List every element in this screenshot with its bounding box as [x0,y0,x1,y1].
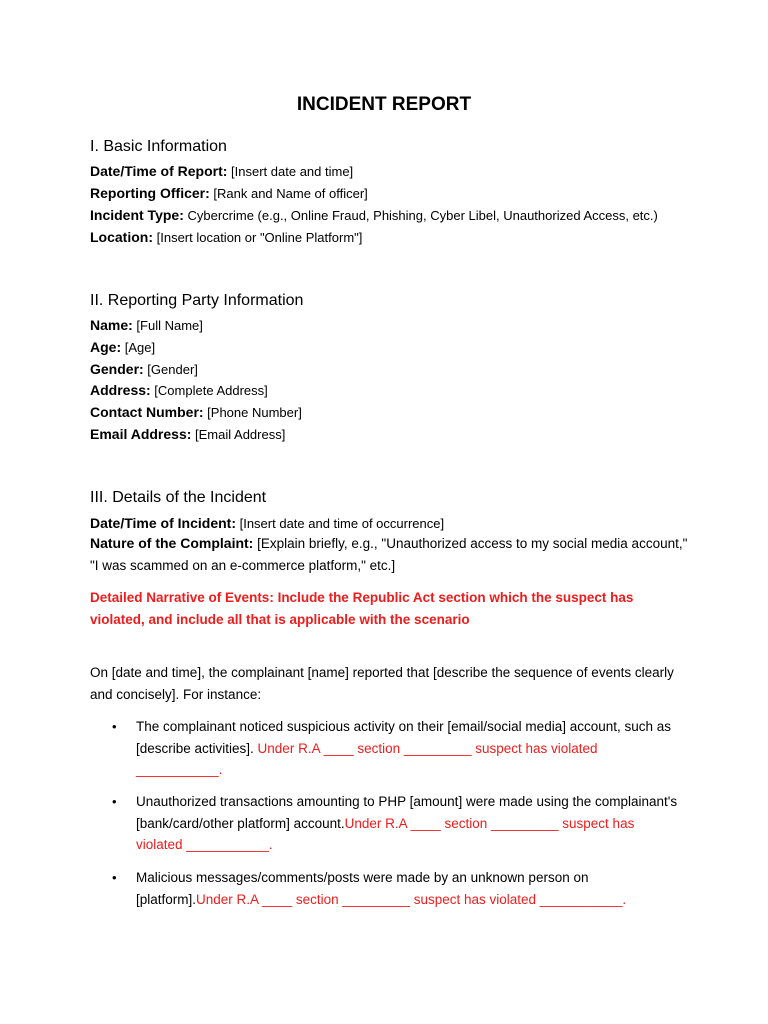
field-label: Nature of the Complaint: [90,535,254,551]
field-label: Address: [90,382,151,398]
field-value: [Rank and Name of officer] [209,186,368,201]
field-reporting-officer [90,184,368,203]
field-label: Date/Time of Report: [90,163,228,179]
bullet-glyph: • [112,719,117,734]
field-value: [Complete Address] [150,383,268,398]
field-label: Incident Type: [90,207,184,223]
document-title: INCIDENT REPORT [296,94,472,115]
field-value: Cybercrime (e.g., Online Fraud, Phishing, Cyber Libel, Unauthorized Access, etc.) [183,208,658,223]
list-item [136,716,681,781]
section-heading-reporting-party: II. Reporting Party Information [90,292,304,309]
violation-placeholder: Under R.A ____ section _________ suspect has violated ___________. [136,740,598,777]
field-age [90,338,155,357]
field-email-address [90,425,285,444]
field-label: Date/Time of Incident: [90,515,236,531]
field-gender [90,360,198,379]
field-label: Email Address: [90,426,192,442]
field-value: [Email Address] [191,427,286,442]
field-address [90,381,268,400]
field-value: [Age] [121,340,156,355]
bullet-glyph: • [112,870,117,885]
list-item [136,867,681,910]
field-contact-number [90,403,302,422]
section-heading-basic-information: I. Basic Information [90,138,227,155]
field-value: [Insert date and time] [227,164,354,179]
field-value: [Phone Number] [203,405,302,420]
field-date-time-of-report [90,162,353,181]
field-value: [Insert date and time of occurrence] [235,516,445,531]
violation-placeholder: Under R.A ____ section _________ suspect has violated ___________. [196,891,627,907]
list-item-text: The complainant noticed suspicious activity on their [email/social media] account, such as [describe activities]. [136,719,672,756]
field-incident-type [90,206,658,225]
field-nature-of-complaint [90,533,690,576]
field-date-time-of-incident [90,514,444,533]
field-label: Location: [90,229,153,245]
field-name [90,316,203,335]
field-value: [Gender] [143,362,198,377]
narrative-instruction: Detailed Narrative of Events: Include the Republic Act section which the suspect has violated, and include all that is applicable with the scenario [90,590,634,627]
field-label: Gender: [90,361,144,377]
bullet-glyph: • [112,794,117,809]
field-location [90,228,362,247]
field-label: Contact Number: [90,404,204,420]
section-heading-incident-details: III. Details of the Incident [90,489,267,506]
list-item [136,791,681,856]
field-label: Name: [90,317,133,333]
violation-placeholder: Under R.A ____ section _________ suspect has violated ___________. [136,815,635,852]
field-label: Reporting Officer: [90,185,210,201]
field-value: [Insert location or "Online Platform"] [153,230,363,245]
field-value: [Full Name] [132,318,203,333]
field-value: [Explain briefly, e.g., "Unauthorized access to my social media account," "I was scammed on an e-commerce platform," etc.] [90,536,688,573]
field-label: Age: [90,339,122,355]
list-item-text: Unauthorized transactions amounting to PHP [amount] were made using the complainant's [bank/card/other platform] account. [136,794,678,831]
list-item-text: Malicious messages/comments/posts were made by an unknown person on [platform]. [136,870,589,907]
narrative-intro: On [date and time], the complainant [name] reported that [describe the sequence of events clearly and concisely]. For instance: [90,665,674,702]
